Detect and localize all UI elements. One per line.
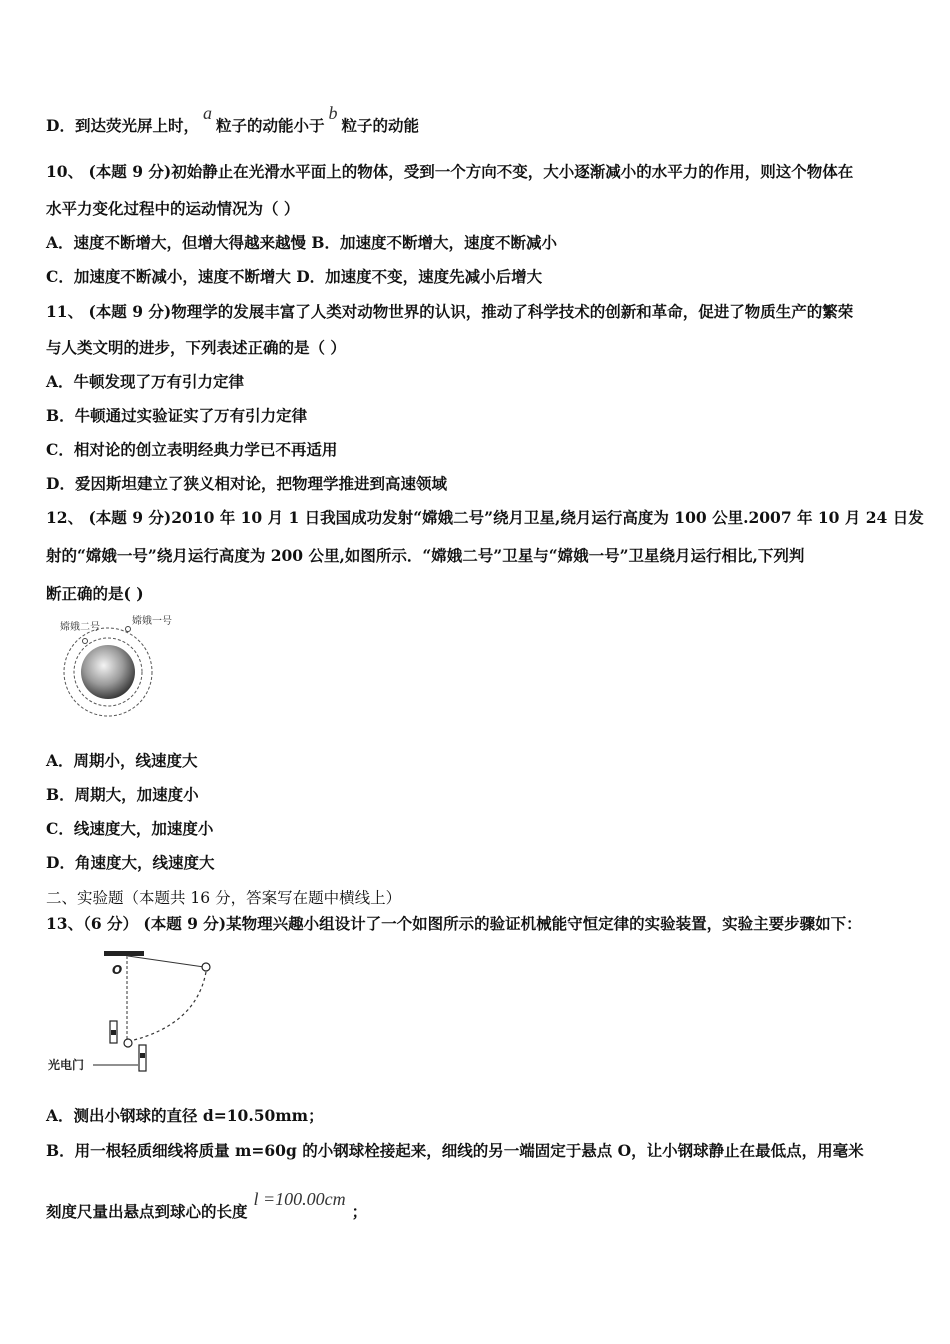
- q10-stem-line2: 水平力变化过程中的运动情况为（ ）: [46, 199, 300, 218]
- q10-options-ab: A．速度不断增大，但增大得越来越慢 B．加速度不断增大，速度不断减小: [46, 233, 558, 252]
- q9-option-d: [46, 103, 419, 136]
- section-2-title: 二、实验题（本题共 16 分，答案写在题中横线上）: [46, 889, 402, 907]
- q12-stem-line2: 射的“嫦娥一号”绕月运行高度为 200 公里,如图所示．“嫦娥二号”卫星与“嫦娥一号”卫星绕月运行相比,下列判: [46, 546, 805, 565]
- q11-option-d: D．爱因斯坦建立了狭义相对论，把物理学推进到高速领域: [46, 474, 447, 493]
- q13-length-formula: l =100.00cm: [253, 1189, 346, 1209]
- satellite-chang-e-1: [126, 627, 131, 632]
- label-chang-e-2: 嫦娥二号: [60, 622, 100, 633]
- q9-math-a: a: [202, 103, 212, 123]
- q11-option-b: B．牛顿通过实验证实了万有引力定律: [46, 406, 308, 425]
- q9-option-d-suffix: 粒子的动能: [341, 116, 419, 135]
- moon-orbit-figure: [50, 612, 195, 724]
- q12-stem-line1: 12、 (本题 9 分)2010 年 10 月 1 日我国成功发射“嫦娥二号”绕月卫星,绕月运行高度为 100 公里.2007 年 10 月 24 日发: [46, 508, 924, 527]
- q12-option-b: B．周期大，加速度小: [46, 785, 199, 804]
- label-chang-e-1: 嫦娥一号: [132, 616, 172, 627]
- q9-math-b: b: [328, 103, 338, 123]
- q12-option-c: C．线速度大，加速度小: [46, 819, 214, 838]
- label-photogate: 光电门: [48, 1058, 85, 1072]
- q12-stem-line3: 断正确的是( ): [46, 584, 144, 603]
- q13-step-a: A．测出小钢球的直径 d=10.50mm；: [46, 1106, 324, 1125]
- q10-stem-line1: 10、 (本题 9 分)初始静止在光滑水平面上的物体，受到一个方向不变，大小逐渐减小的水平力的作用，则这个物体在: [46, 162, 854, 181]
- satellite-chang-e-2: [83, 639, 88, 644]
- swing-arc: [130, 972, 206, 1041]
- q12-option-d: D．角速度大，线速度大: [46, 853, 215, 872]
- q9-option-d-middle: 粒子的动能小于: [215, 116, 325, 135]
- ball-start-position: [202, 963, 210, 971]
- q13-stem-line1: 13、（6 分） (本题 9 分)某物理兴趣小组设计了一个如图所示的验证机械能守恒定律的实验装置，实验主要步骤如下：: [46, 914, 862, 933]
- q11-stem-line2: 与人类文明的进步，下列表述正确的是（ ）: [46, 338, 346, 357]
- ball-bottom-position: [124, 1039, 132, 1047]
- q13-step-b-line2: [46, 1189, 368, 1222]
- pendulum-apparatus-figure: [46, 945, 226, 1080]
- moon: [81, 645, 135, 699]
- q10-options-cd: C．加速度不断减小，速度不断增大 D．加速度不变，速度先减小后增大: [46, 267, 543, 286]
- q11-option-a: A．牛顿发现了万有引力定律: [46, 372, 245, 391]
- horizontal-string: [128, 956, 204, 967]
- q12-option-a: A．周期小，线速度大: [46, 751, 198, 770]
- q11-option-c: C．相对论的创立表明经典力学已不再适用: [46, 440, 338, 459]
- label-suspension-o: O: [112, 963, 123, 977]
- q9-option-d-prefix: D．到达荧光屏上时，: [46, 116, 199, 135]
- q13-step-b-line2-text: 刻度尺量出悬点到球心的长度: [46, 1202, 248, 1221]
- q13-step-b-line2-end: ；: [351, 1202, 368, 1221]
- q13-step-b-line1: B．用一根轻质细线将质量 m=60g 的小钢球栓接起来，细线的另一端固定于悬点 O，让小钢球静止在最低点，用毫米: [46, 1141, 864, 1160]
- q11-stem-line1: 11、 (本题 9 分)物理学的发展丰富了人类对动物世界的认识，推动了科学技术的创新和革命，促进了物质生产的繁荣: [46, 302, 854, 321]
